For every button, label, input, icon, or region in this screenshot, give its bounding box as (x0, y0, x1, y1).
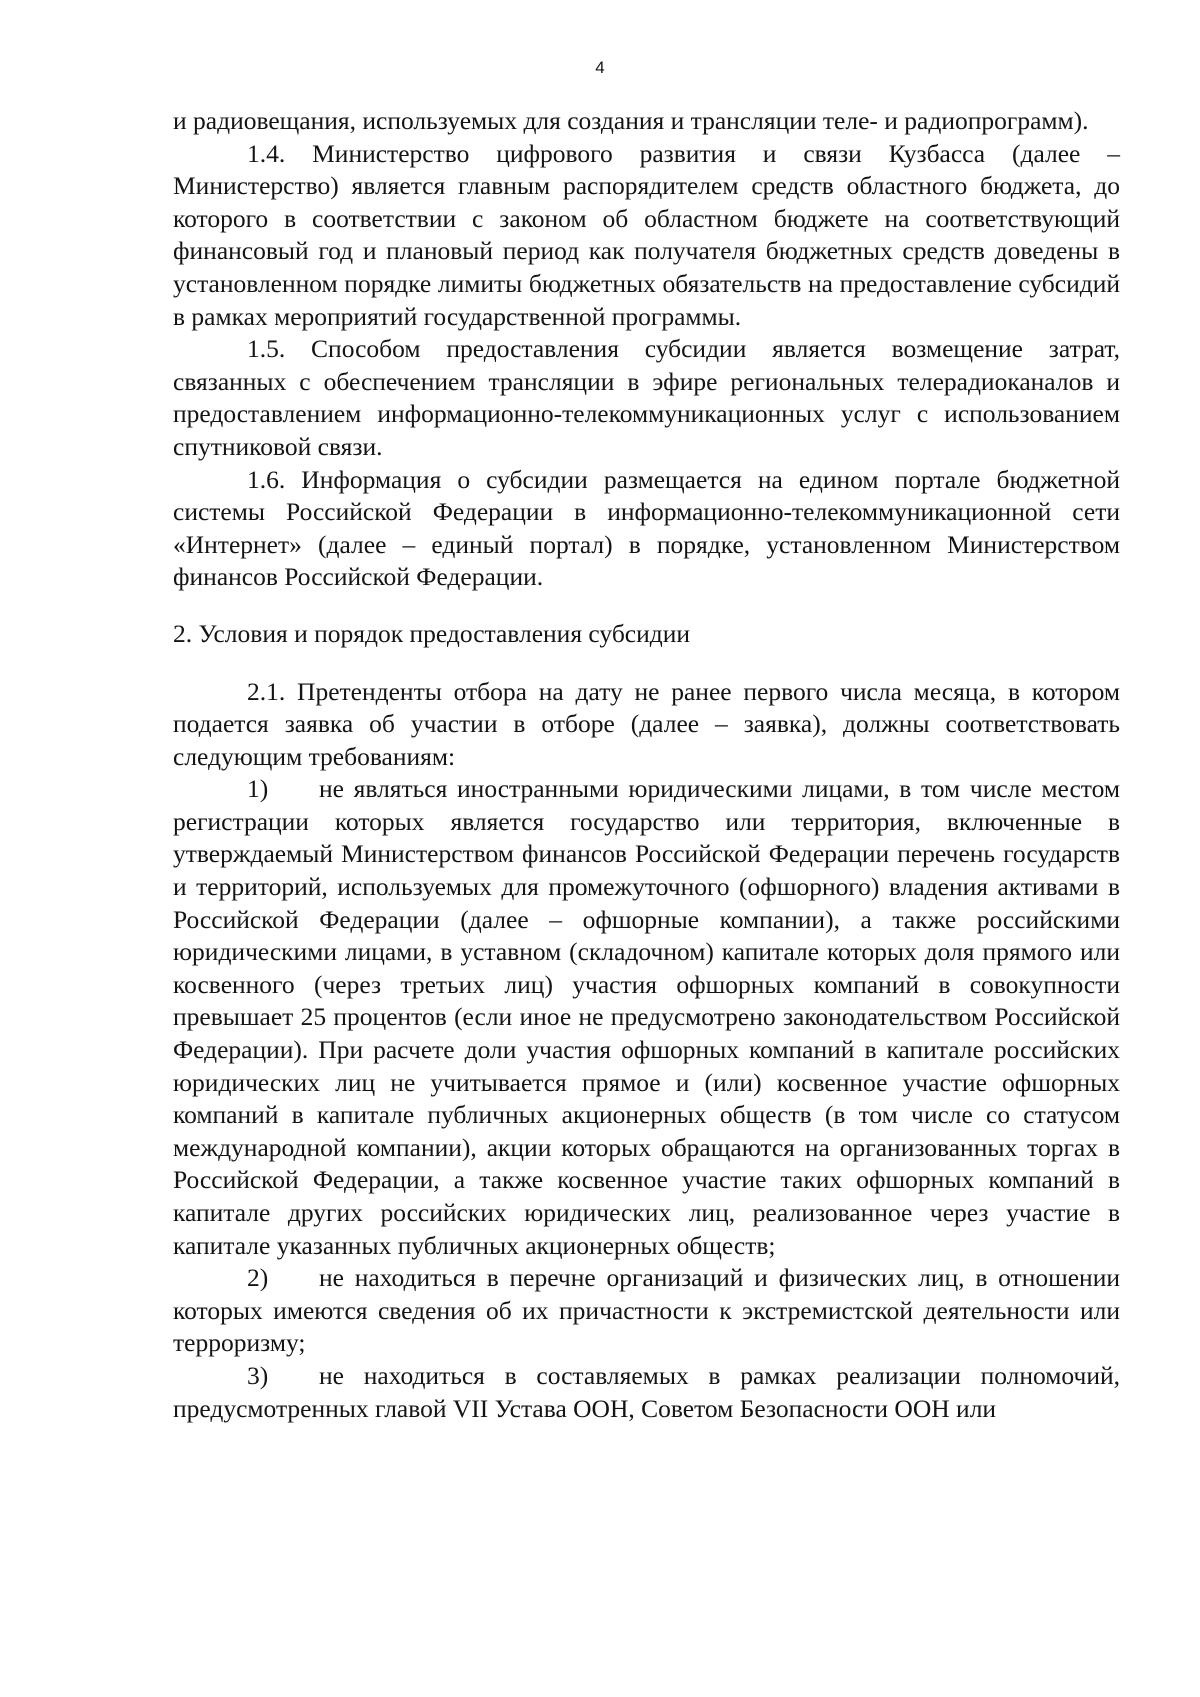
requirement-number: 2) (247, 1263, 269, 1293)
requirement-number: 1) (247, 774, 269, 804)
document-body (173, 105, 1120, 1425)
paragraph-1-4: 1.4. Министерство цифрового развития и связи Кузбасса (далее – Министерство) является главным распорядителем средств областного бюджета, до которого в соответствии с законом об областном бюджете на соответствующий финансовый год и плановый период как получателя бюджетных средств доведены в установленном порядке лимиты бюджетных обязательств на предоставление субсидий в рамках мероприятий государственной программы. (173, 138, 1120, 331)
page-number: 4 (595, 58, 605, 77)
paragraph-2-1: 2.1. Претенденты отбора на дату не ранее первого числа месяца, в котором подается заявка об участии в отборе (далее – заявка), должны соответствовать следующим требованиям: (173, 676, 1120, 771)
requirement-number: 3) (247, 1360, 269, 1390)
paragraph-continuation: и радиовещания, используемых для создания и трансляции теле- и радиопрограмм). (173, 106, 1089, 135)
requirement-text: не находиться в составляемых в рамках реализации полномочий, предусмотренных главой VII Устава ООН, Советом Безопасности ООН или (173, 1360, 1120, 1423)
requirement-text: не находиться в перечне организаций и физических лиц, в отношении которых имеются сведения об их причастности к экстремистской деятельности или терроризму; (173, 1263, 1120, 1358)
requirement-text: не являться иностранными юридическими лицами, в том числе местом регистрации которых является государство или территория, включенные в утверждаемый Министерством финансов Российской Федерации перечень государств и территорий, используемых для промежуточного (офшорного) владения активами в Российской Федерации (далее – офшорные компании), а также российскими юридическими лицами, в уставном (складочном) капитале которых доля прямого или косвенного (через третьих лиц) участия офшорных компаний в совокупности превышает 25 процентов (если иное не предусмотрено законодательством Российской Федерации). При расчете доли участия офшорных компаний в капитале российских юридических лиц не учитывается прямое и (или) косвенное участие офшорных компаний в капитале публичных акционерных обществ (в том числе со статусом международной компании), акции которых обращаются на организованных торгах в Российской Федерации, а также косвенное участие таких офшорных компаний в капитале других российских юридических лиц, реализованное через участие в капитале указанных публичных акционерных обществ; (173, 774, 1120, 1260)
requirement-item-3 (173, 1360, 1120, 1425)
paragraph-1-5: 1.5. Способом предоставления субсидии является возмещение затрат, связанных с обеспечением трансляции в эфире региональных телерадиоканалов и предоставлением информационно-телекоммуникационных услуг с использованием спутниковой связи. (173, 334, 1120, 461)
paragraph-1-6: 1.6. Информация о субсидии размещается на едином портале бюджетной системы Российской Федерации в информационно-телекоммуникационной сети «Интернет» (далее – единый портал) в порядке, установленном Министерством финансов Российской Федерации. (173, 464, 1120, 592)
requirement-item-2 (173, 1262, 1120, 1360)
section-heading: 2. Условия и порядок предоставления субсидии (173, 618, 691, 648)
requirement-item-1 (173, 773, 1120, 1262)
